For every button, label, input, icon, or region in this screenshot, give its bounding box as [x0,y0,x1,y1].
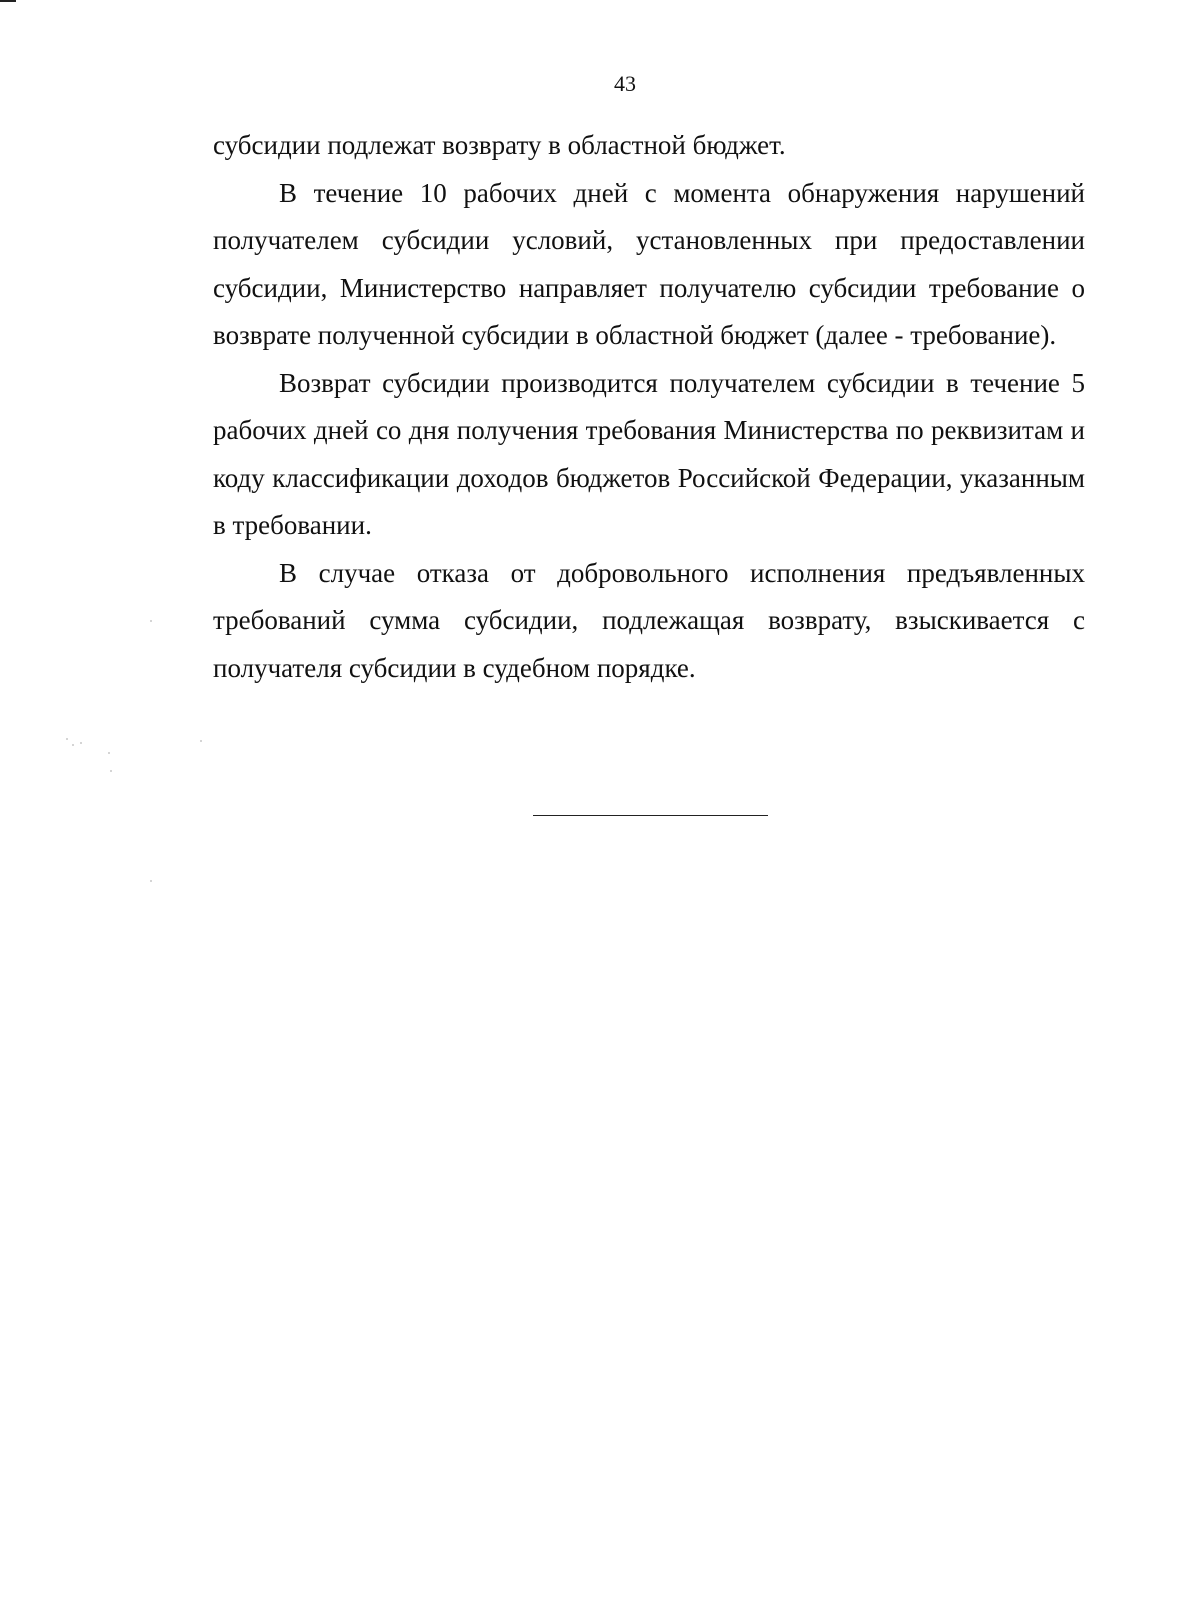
scan-speck [150,620,152,622]
end-of-text-rule [533,815,768,816]
scan-speck [80,742,82,744]
scan-corner-mark [0,0,16,2]
scan-speck [66,738,68,740]
scan-speck [150,880,152,882]
scan-speck [110,770,112,772]
paragraph-3: Возврат субсидии производится получателем субсидии в течение 5 рабочих дней со дня получения требования Министерства по реквизитам и коду классификации доходов бюджетов Российской Федерации, указанным в требовании. [213,367,1085,540]
scan-speck [200,740,202,742]
paragraph-2: В течение 10 рабочих дней с момента обнаружения нарушений получателем субсидии условий, установленных при предоставлении субсидии, Министерство направляет получателю субсидии требование о возврате полученной субсидии в областной бюджет (далее - требование). [213,177,1085,350]
paragraph-1: субсидии подлежат возврату в областной бюджет. [213,130,786,160]
document-body [213,122,1085,692]
scan-speck [108,752,110,754]
paragraph-4: В случае отказа от добровольного исполнения предъявленных требований сумма субсидии, подлежащая возврату, взыскивается с получателя субсидии в судебном порядке. [213,557,1085,683]
page-number: 43 [614,71,636,96]
scan-speck [72,744,74,746]
